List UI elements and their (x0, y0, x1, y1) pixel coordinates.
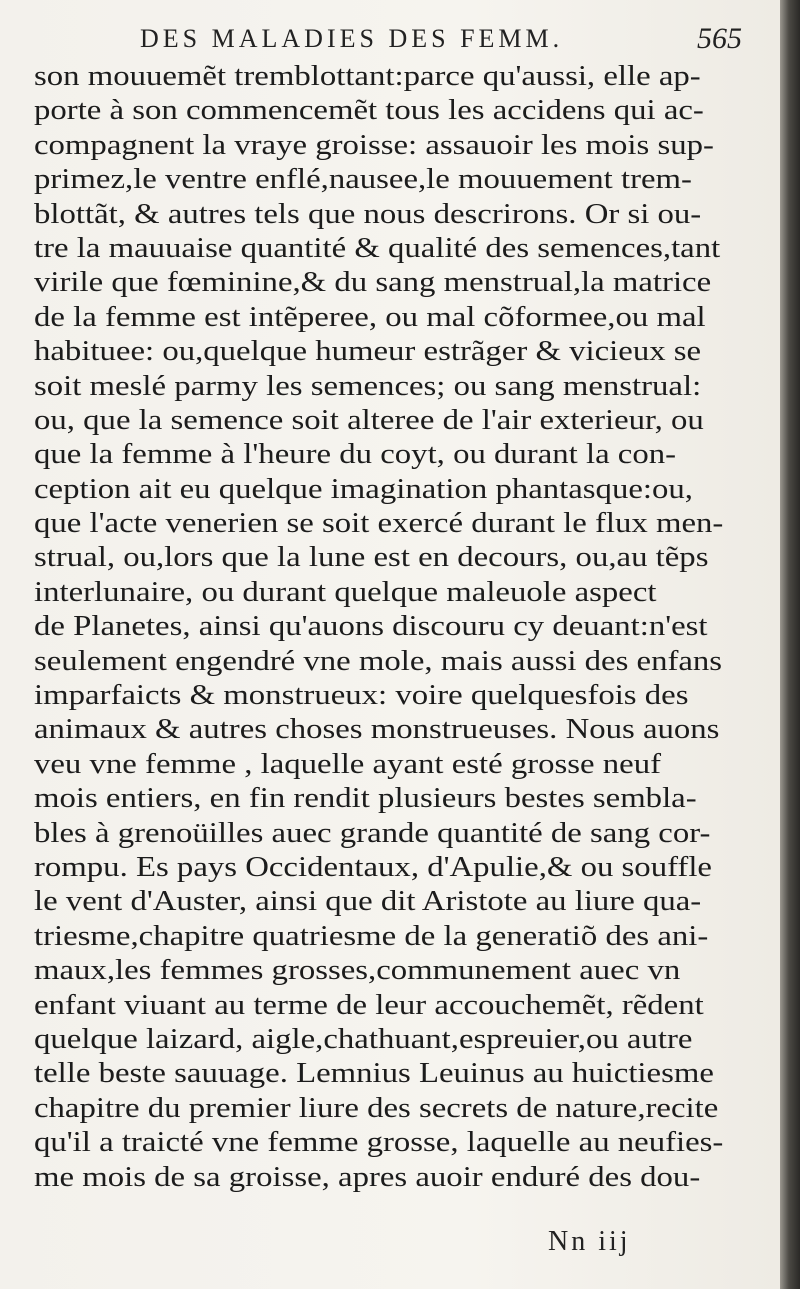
running-head: DES MALADIES DES FEMM. (140, 24, 564, 53)
text-line: chapitre du premier liure des secrets de nature,recite (34, 1092, 719, 1124)
text-line: son mouuemẽt tremblottant:parce qu'aussi, elle ap- (34, 61, 701, 92)
text-line: quelque laizard, aigle,chathuant,espreuier,ou autre (34, 1023, 693, 1055)
text-line: telle beste sauuage. Lemnius Leuinus au huictiesme (34, 1058, 714, 1090)
signature-mark: Nn iij (548, 1226, 631, 1257)
page-number: 565 (697, 22, 742, 55)
text-line: maux,les femmes grosses,communement auec vn (34, 955, 681, 987)
text-line: que la femme à l'heure du coyt, ou durant la con- (34, 439, 677, 471)
text-line: que l'acte venerien se soit exercé durant le flux men- (34, 508, 724, 540)
text-line: le vent d'Auster, ainsi que dit Aristote au liure qua- (34, 886, 702, 918)
text-line: ou, que la semence soit alteree de l'air exterieur, ou (34, 404, 704, 436)
text-line: habituee: ou,quelque humeur estrãger & vicieux se (34, 336, 702, 368)
text-line: veu vne femme , laquelle ayant esté grosse neuf (34, 748, 662, 780)
text-line: strual, ou,lors que la lune est en decours, ou,au tẽps (34, 542, 709, 574)
text-line: blottãt, & autres tels que nous descrirons. Or si ou- (34, 198, 702, 230)
text-line: mois entiers, en fin rendit plusieurs bestes sembla- (34, 783, 697, 815)
text-line: primez,le ventre enflé,nausee,le mouuement trem- (34, 164, 692, 196)
text-line: ception ait eu quelque imagination phantasque:ou, (34, 473, 693, 505)
text-line: porte à son commencemẽt tous les accidens qui ac- (34, 95, 704, 127)
text-line: virile que fœminine,& du sang menstrual,la matrice (34, 267, 712, 299)
text-line: interlunaire, ou durant quelque maleuole aspect (34, 576, 657, 608)
text-line: rompu. Es pays Occidentaux, d'Apulie,& ou souffle (34, 851, 712, 883)
text-line: compagnent la vraye groisse: assauoir les mois sup- (34, 129, 714, 161)
text-line: de la femme est intẽperee, ou mal cõformee,ou mal (34, 301, 706, 333)
page-gutter-shadow (780, 0, 800, 1289)
text-line: qu'il a traicté vne femme grosse, laquelle au neufies- (34, 1127, 724, 1159)
text-line: tre la mauuaise quantité & qualité des semences,tant (34, 232, 721, 264)
text-line: soit meslé parmy les semences; ou sang menstrual: (34, 370, 702, 402)
text-line: seulement engendré vne mole, mais aussi des enfans (34, 645, 723, 677)
text-line: triesme,chapitre quatriesme de la generatiõ des ani- (34, 920, 709, 952)
text-line: animaux & autres choses monstrueuses. Nous auons (34, 714, 720, 746)
text-line: de Planetes, ainsi qu'auons discouru cy deuant:n'est (34, 611, 708, 643)
text-line: enfant viuant au terme de leur accouchemẽt, rẽdent (34, 989, 704, 1021)
page-header (140, 20, 760, 64)
body-text (34, 60, 774, 1195)
text-line: bles à grenoüilles auec grande quantité de sang cor- (34, 817, 711, 849)
text-line: imparfaicts & monstrueux: voire quelquesfois des (34, 680, 689, 712)
text-line: me mois de sa groisse, apres auoir enduré des dou- (34, 1161, 701, 1193)
